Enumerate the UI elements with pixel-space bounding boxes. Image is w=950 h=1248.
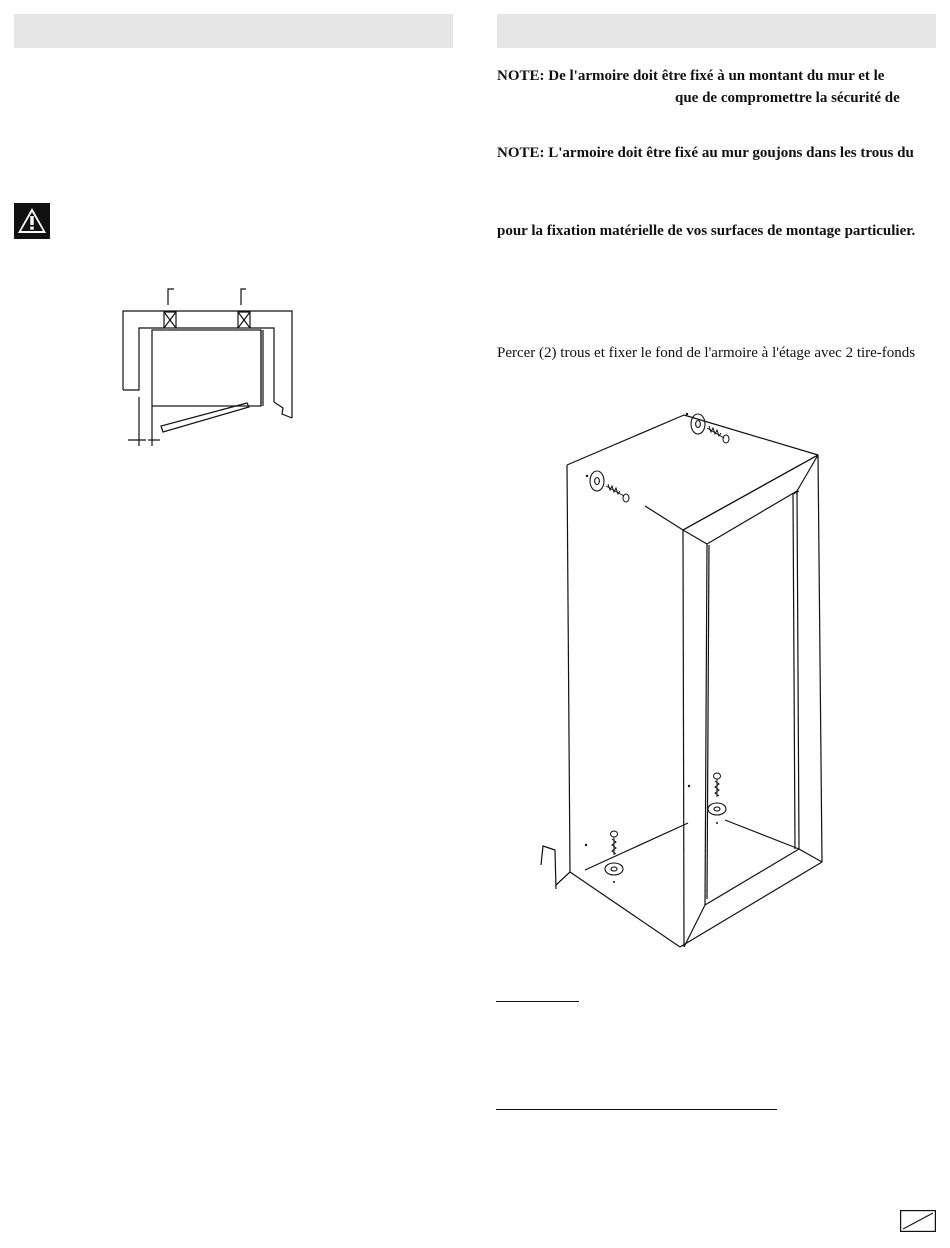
- instruction-drill-holes: Percer (2) trous et fixer le fond de l'armoire à l'étage avec 2 tire-fonds: [497, 345, 916, 361]
- left-section-header-bar: [14, 14, 453, 48]
- cabinet-mounting-diagram: [530, 380, 840, 960]
- washer-bottom-right: [708, 803, 726, 815]
- underline-rule-long: [496, 1109, 777, 1110]
- lag-screw-top-right: [707, 426, 729, 443]
- note-1-line-2: que de compromettre la sécurité de: [675, 90, 900, 106]
- underline-rule-short: [496, 1001, 579, 1002]
- note-3-line-1: pour la fixation matérielle de vos surfaces de montage particulier.: [497, 223, 916, 239]
- cabinet-top-view-diagram: [110, 280, 310, 455]
- warning-triangle-icon: [14, 203, 50, 239]
- right-section-header-bar: [497, 14, 936, 48]
- washer-top-left: [590, 471, 604, 491]
- page-number-box: [900, 1210, 936, 1232]
- lag-screw-bottom-left: [611, 831, 618, 855]
- note-1-line-1: NOTE: De l'armoire doit être fixé à un montant du mur et le: [497, 68, 885, 84]
- washer-bottom-left: [605, 863, 623, 875]
- washer-top-right: [691, 414, 705, 434]
- lag-screw-bottom-right: [714, 773, 721, 797]
- lag-screw-top-left: [606, 484, 629, 502]
- note-2-line-1: NOTE: L'armoire doit être fixé au mur goujons dans les trous du: [497, 145, 914, 161]
